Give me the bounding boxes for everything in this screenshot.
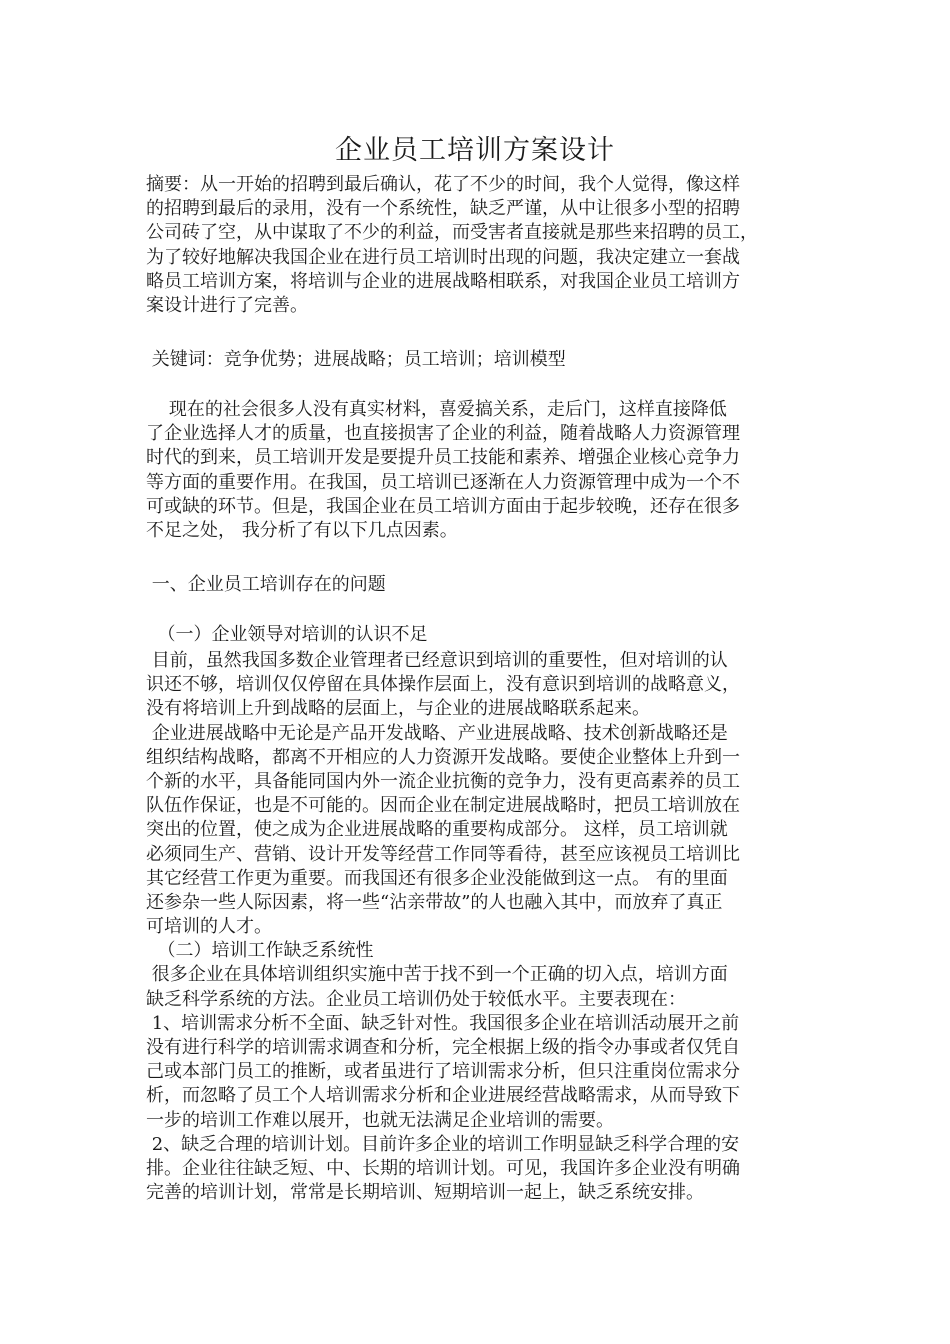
text-line: 很多企业在具体培训组织实施中苦于找不到一个正确的切入点，培训方面 <box>146 964 728 986</box>
text-line: 企业进展战略中无论是产品开发战略、产业进展战略、技术创新战略还是 <box>146 722 728 744</box>
intro-paragraph <box>146 398 806 543</box>
text-line: 时代的到来，员工培训开发是要提升员工技能和素养、增强企业核心竞争力 <box>146 447 740 469</box>
text-line: 了企业选择人才的质量，也直接损害了企业的利益，随着战略人力资源管理 <box>146 423 740 445</box>
text-line: 队伍作保证，也是不可能的。因而企业在制定进展战略时，把员工培训放在 <box>146 795 740 817</box>
text-line: 己或本部门员工的推断，或者虽进行了培训需求分析，但只注重岗位需求分 <box>146 1061 740 1083</box>
text-line: 2、缺乏合理的培训计划。目前许多企业的培训工作明显缺乏科学合理的安 <box>146 1133 740 1155</box>
section-heading <box>146 573 806 597</box>
text-line: 略员工培训方案，将培训与企业的进展战略相联系，对我国企业员工培训方 <box>146 270 740 292</box>
subsection-heading <box>146 623 806 647</box>
subsection2-heading: （二）培训工作缺乏系统性 <box>146 940 374 962</box>
text-line: 识还不够，培训仅仅停留在具体操作层面上，没有意识到培训的战略意义， <box>146 674 740 696</box>
text-line: 现在的社会很多人没有真实材料，喜爱搞关系，走后门，这样直接降低 <box>146 399 727 420</box>
body-section <box>146 649 806 1205</box>
section1-heading: 一、企业员工培训存在的问题 <box>146 574 386 595</box>
text-line: 的招聘到最后的录用，没有一个系统性，缺乏严谨，从中让很多小型的招聘 <box>146 198 740 220</box>
text-line: 可或缺的环节。但是，我国企业在员工培训方面由于起步较晚，还存在很多 <box>146 495 740 517</box>
document-title: 企业员工培训方案设计 <box>335 135 615 166</box>
text-line: 没有将培训上升到战略的层面上，与企业的进展战略联系起来。 <box>146 698 650 720</box>
text-line: 1、培训需求分析不全面、缺乏针对性。我国很多企业在培训活动展开之前 <box>146 1012 740 1034</box>
text-line: 公司砖了空，从中谋取了不少的利益，而受害者直接就是那些来招聘的员工， <box>146 222 758 244</box>
text-line: 目前，虽然我国多数企业管理者已经意识到培训的重要性，但对培训的认 <box>146 650 728 671</box>
text-line: 摘要：从一开始的招聘到最后确认，花了不少的时间，我个人觉得，像这样 <box>146 174 740 195</box>
text-line: 缺乏科学系统的方法。企业员工培训仍处于较低水平。主要表现在： <box>146 988 686 1010</box>
text-line: 没有进行科学的培训需求调查和分析，完全根据上级的指令办事或者仅凭自 <box>146 1037 740 1058</box>
keywords-text: 关键词：竞争优势；进展战略；员工培训；培训模型 <box>146 349 566 370</box>
text-line: 不足之处， 我分析了有以下几点因素。 <box>146 519 458 541</box>
subsection1-heading: （一）企业领导对培训的认识不足 <box>146 624 428 645</box>
text-line: 一步的培训工作难以展开，也就无法满足企业培训的需要。 <box>146 1109 614 1131</box>
text-line: 案设计进行了完善。 <box>146 294 308 316</box>
text-line: 完善的培训计划，常常是长期培训、短期培训一起上，缺乏系统安排。 <box>146 1182 704 1204</box>
text-line: 为了较好地解决我国企业在进行员工培训时出现的问题，我决定建立一套战 <box>146 246 740 268</box>
abstract-paragraph <box>146 173 806 318</box>
text-line: 组织结构战略，都离不开相应的人力资源开发战略。要使企业整体上升到一 <box>146 746 740 768</box>
text-line: 排。企业往往缺乏短、中、长期的培训计划。可见，我国许多企业没有明确 <box>146 1157 740 1179</box>
text-line: 突出的位置，使之成为企业进展战略的重要构成部分。 这样，员工培训就 <box>146 819 728 841</box>
text-line: 必须同生产、营销、设计开发等经营工作同等看待，甚至应该视员工培训比 <box>146 843 740 865</box>
text-line: 可培训的人才。 <box>146 916 272 938</box>
text-line: 等方面的重要作用。在我国，员工培训已逐渐在人力资源管理中成为一个不 <box>146 471 740 493</box>
text-line: 还参杂一些人际因素，将一些“沾亲带故”的人也融入其中，而放弃了真正 <box>146 891 723 913</box>
text-line: 析，而忽略了员工个人培训需求分析和企业进展经营战略需求，从而导致下 <box>146 1085 740 1107</box>
keywords-line <box>146 348 806 372</box>
text-line: 其它经营工作更为重要。而我国还有很多企业没能做到这一点。 有的里面 <box>146 867 728 889</box>
text-line: 个新的水平，具备能同国内外一流企业抗衡的竞争力，没有更高素养的员工 <box>146 770 740 792</box>
